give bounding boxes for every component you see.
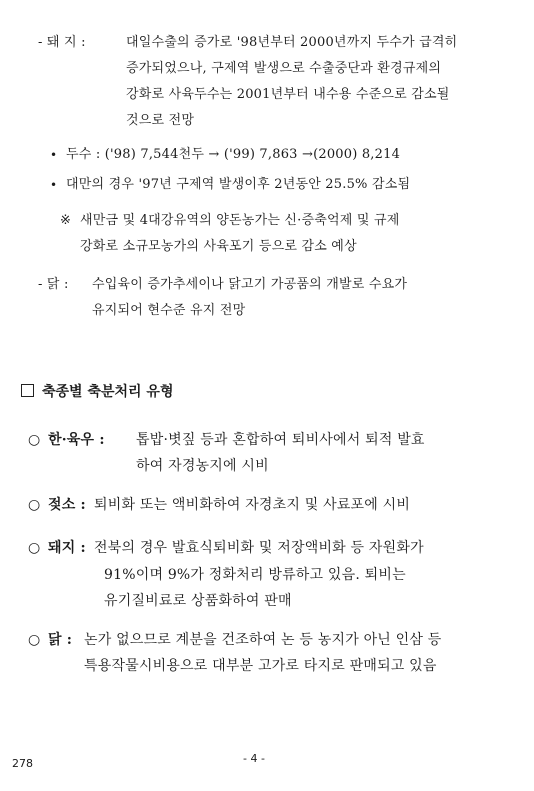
chicken-line-2: 유지되어 현수준 유지 전망 — [92, 303, 246, 318]
type-label-chicken: 닭 : — [48, 632, 73, 648]
type-label-dairy: 젖소 : — [48, 497, 86, 513]
pig-line-4: 것으로 전망 — [126, 113, 195, 128]
type-hanwoo-line-1: 톱밥·볏짚 등과 혼합하여 퇴비사에서 퇴적 발효 — [136, 432, 425, 448]
section-title: 축종별 축분처리 유형 — [42, 384, 174, 400]
bullet-dot-2: • — [50, 178, 58, 192]
chicken-line-1: 수입육이 증가추세이나 닭고기 가공품의 개발로 수요가 — [92, 277, 408, 292]
bullet-item-1: 두수 : ('98) 7,544천두 → ('99) 7,863 →(2000) 8,214 — [66, 147, 401, 162]
circle-bullet-icon: ○ — [28, 540, 41, 556]
note-mark: ※ — [60, 213, 72, 228]
circle-bullet-icon: ○ — [28, 497, 41, 513]
pig-line-2: 증가되었으나, 구제역 발생으로 수출중단과 환경규제의 — [126, 61, 442, 76]
type-hanwoo-line-2: 하여 자경농지에 시비 — [136, 458, 269, 474]
chicken-label: - 닭 : — [38, 277, 69, 292]
page-number: 278 — [12, 757, 33, 770]
type-pig-line-2: 91%이며 9%가 정화처리 방류하고 있음. 퇴비는 — [104, 567, 406, 583]
circle-bullet-icon: ○ — [28, 632, 41, 648]
pig-label: - 돼 지 : — [38, 35, 86, 50]
note-line-2: 강화로 소규모농가의 사육포기 등으로 감소 예상 — [80, 239, 357, 254]
type-chicken-line-1: 논가 없으므로 계분을 건조하여 논 등 농지가 아닌 인삼 등 — [84, 632, 442, 648]
circle-bullet-icon: ○ — [28, 432, 41, 448]
type-dairy-line-1: 퇴비화 또는 액비화하여 자경초지 및 사료포에 시비 — [94, 497, 411, 513]
bullet-item-2: 대만의 경우 '97년 구제역 발생이후 2년동안 25.5% 감소됨 — [66, 177, 411, 192]
pig-line-1: 대일수출의 증가로 '98년부터 2000년까지 두수가 급격히 — [126, 35, 458, 50]
type-label-pig: 돼지 : — [48, 540, 86, 556]
pig-line-3: 강화로 사육두수는 2001년부터 내수용 수준으로 감소될 — [126, 87, 450, 102]
type-label-hanwoo: 한·육우 : — [48, 432, 105, 448]
checkbox-square-icon — [21, 384, 34, 397]
type-chicken-line-2: 특용작물시비용으로 대부분 고가로 타지로 판매되고 있음 — [84, 658, 437, 674]
footer-center-mark: - 4 - — [243, 752, 265, 765]
note-line-1: 새만금 및 4대강유역의 양돈농가는 신·증축억제 및 규제 — [80, 213, 400, 228]
type-pig-line-1: 전북의 경우 발효식퇴비화 및 저장액비화 등 자원화가 — [94, 540, 424, 556]
type-pig-line-3: 유기질비료로 상품화하여 판매 — [104, 593, 292, 609]
bullet-dot-1: • — [50, 148, 58, 162]
